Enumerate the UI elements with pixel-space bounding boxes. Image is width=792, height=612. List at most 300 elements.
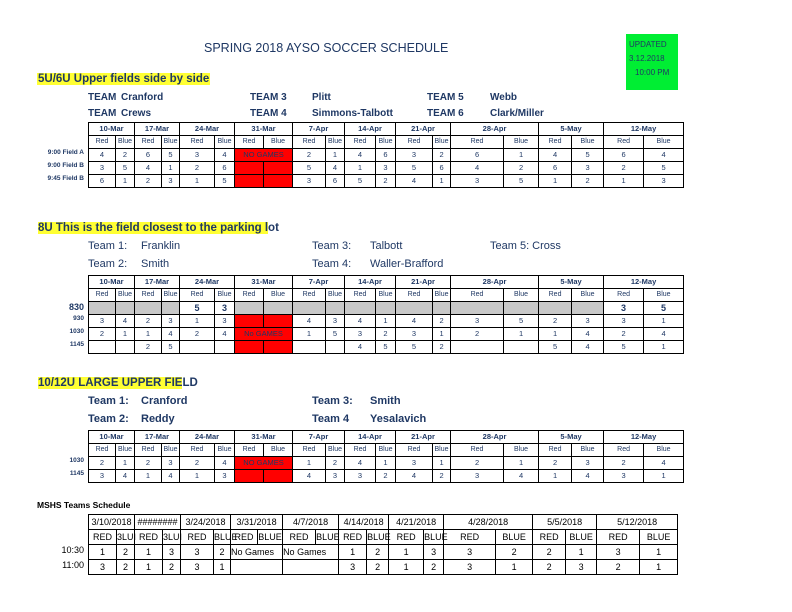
team-color-header: Red [89, 289, 116, 302]
row-time-label: 1030 [69, 327, 84, 335]
team-color-header: Red [396, 136, 433, 149]
score-cell: 1 [604, 175, 644, 188]
score-cell: 6 [135, 149, 162, 162]
team-color-header: Blue [644, 136, 684, 149]
score-cell: 2 [326, 457, 345, 470]
score-cell: 3 [451, 315, 504, 328]
score-cell: 4 [293, 470, 326, 483]
team-color-header: BLUE [566, 530, 597, 545]
score-cell: 4 [116, 470, 135, 483]
team-color-header: RED [231, 530, 258, 545]
score-cell: 2 [367, 560, 389, 575]
section-8u-heading-tail: ot [268, 222, 279, 234]
date-header: 21-Apr [396, 123, 451, 136]
score-cell: 3 [345, 470, 376, 483]
score-cell: 3 [89, 470, 116, 483]
score-cell: 5 [116, 162, 135, 175]
score-cell: 5 [326, 328, 345, 341]
score-cell: 2 [135, 457, 162, 470]
score-cell: 1 [433, 328, 451, 341]
s1-team5-label: TEAM 5 [427, 92, 464, 103]
score-cell: 2 [433, 149, 451, 162]
score-cell: 4 [215, 328, 235, 341]
score-cell: 2 [135, 175, 162, 188]
score-cell: 1 [644, 315, 684, 328]
team-color-header: RED [597, 530, 640, 545]
score-cell: 3 [444, 560, 496, 575]
score-cell [235, 470, 264, 483]
score-cell: 3 [572, 315, 604, 328]
team-color-header: Blue [162, 136, 180, 149]
date-header: 24-Mar [180, 123, 235, 136]
table-row [89, 560, 678, 575]
score-cell [235, 315, 264, 328]
score-cell: 1 [116, 457, 135, 470]
team-color-header: Red [451, 136, 504, 149]
team-color-header: Red [604, 136, 644, 149]
score-cell: 4 [293, 315, 326, 328]
score-cell: 1 [644, 341, 684, 354]
team-color-header: Red [235, 136, 264, 149]
table-row [89, 328, 684, 341]
score-cell: 6 [539, 162, 572, 175]
row-time-label: 830 [68, 301, 84, 312]
team-color-header: Blue [215, 289, 235, 302]
section-1012u-heading-highlight: 10/12U LARGE UPPER FIE [38, 377, 183, 389]
row-time-label: 11:00 [62, 559, 84, 570]
date-header: 4/7/2018 [283, 515, 339, 530]
score-cell: 1 [640, 560, 678, 575]
s2-team2-name: Smith [141, 258, 170, 270]
score-cell: 4 [215, 457, 235, 470]
score-cell: 5 [504, 175, 539, 188]
score-cell: 1 [135, 328, 162, 341]
date-header: 7-Apr [293, 431, 345, 444]
score-cell: 3 [604, 470, 644, 483]
score-cell: 2 [180, 328, 215, 341]
section-8u-heading [37, 222, 280, 234]
score-cell [572, 302, 604, 315]
score-cell: 1 [214, 560, 231, 575]
team-color-header: Red [451, 289, 504, 302]
date-header: 4/14/2018 [339, 515, 389, 530]
score-cell: 1 [135, 545, 163, 560]
s2-team2-label: Team 2: [88, 258, 128, 270]
date-header: 24-Mar [180, 276, 235, 289]
team-color-header: RED [533, 530, 566, 545]
team-color-header: Red [180, 289, 215, 302]
score-cell: 2 [572, 175, 604, 188]
date-header: 21-Apr [396, 431, 451, 444]
score-cell [539, 302, 572, 315]
date-header: ######## [135, 515, 181, 530]
score-cell: 5 [396, 162, 433, 175]
score-cell: 6 [89, 175, 116, 188]
score-cell [293, 341, 326, 354]
score-cell: 3 [396, 457, 433, 470]
score-cell [235, 162, 264, 175]
date-header: 28-Apr [451, 123, 539, 136]
score-cell: 3 [162, 175, 180, 188]
score-cell: 1 [504, 328, 539, 341]
score-cell: 3 [293, 175, 326, 188]
team-color-header: Blue [572, 289, 604, 302]
date-header: 24-Mar [180, 431, 235, 444]
score-cell: 1 [640, 545, 678, 560]
score-cell [89, 302, 116, 315]
team-color-header: Red [345, 136, 376, 149]
date-header: 3/24/2018 [181, 515, 231, 530]
team-color-header: Blue [326, 136, 345, 149]
s3-team1-label: Team 1: [88, 395, 129, 407]
score-cell: 5 [162, 149, 180, 162]
table-row [89, 545, 678, 560]
score-cell: 5 [215, 175, 235, 188]
score-cell: 2 [180, 162, 215, 175]
score-cell: 1 [180, 175, 215, 188]
s3-team3-label: Team 3: [312, 395, 353, 407]
score-cell: 4 [396, 175, 433, 188]
team-color-header: Red [135, 444, 162, 457]
date-header: 5-May [539, 123, 604, 136]
score-cell: 4 [162, 470, 180, 483]
score-cell [235, 175, 264, 188]
score-cell: 4 [572, 328, 604, 341]
score-cell: 3 [215, 470, 235, 483]
date-header: 17-Mar [135, 123, 180, 136]
score-cell: 2 [433, 341, 451, 354]
date-header: 5-May [539, 431, 604, 444]
score-cell: 2 [424, 560, 444, 575]
score-cell: 3 [339, 560, 367, 575]
score-cell: 4 [135, 162, 162, 175]
score-cell: 1 [376, 457, 396, 470]
team-color-header: Blue [162, 289, 180, 302]
score-cell: 3 [451, 470, 504, 483]
s1-team3-name: Plitt [312, 92, 331, 103]
team-color-header: Blue [264, 444, 293, 457]
score-cell: 1 [496, 560, 533, 575]
date-header: 4/21/2018 [389, 515, 444, 530]
page-title: SPRING 2018 AYSO SOCCER SCHEDULE [204, 41, 449, 55]
score-cell: 2 [604, 457, 644, 470]
score-cell: 5 [162, 341, 180, 354]
team-color-header: Blue [116, 444, 135, 457]
date-header: 12-May [604, 431, 684, 444]
score-cell: 1 [116, 175, 135, 188]
team-color-header: Blue [376, 444, 396, 457]
score-cell: 1 [345, 162, 376, 175]
date-header: 14-Apr [345, 123, 396, 136]
s1-team6-name: Clark/Miller [490, 108, 544, 119]
s1-team3-label: TEAM 3 [250, 92, 287, 103]
date-header: 14-Apr [345, 276, 396, 289]
score-cell: 2 [116, 149, 135, 162]
section-1012u-heading-tail: LD [182, 377, 198, 389]
score-cell: 3 [326, 470, 345, 483]
score-cell: 3 [396, 149, 433, 162]
team-color-header: Blue [504, 444, 539, 457]
team-color-header: RED [283, 530, 316, 545]
date-header: 5/5/2018 [533, 515, 597, 530]
date-header: 7-Apr [293, 276, 345, 289]
s3-team3-name: Smith [370, 395, 401, 407]
score-cell: 3 [566, 560, 597, 575]
team-color-header: Red [293, 289, 326, 302]
table-row [89, 470, 684, 483]
date-header: 5/12/2018 [597, 515, 678, 530]
score-cell: 1 [504, 457, 539, 470]
score-cell: 4 [345, 341, 376, 354]
score-cell: 1 [389, 560, 424, 575]
score-cell: 3 [376, 162, 396, 175]
score-cell: 1 [433, 457, 451, 470]
s1-team2-name: Crews [121, 108, 152, 119]
score-cell: 3 [89, 560, 117, 575]
score-cell: 3 [162, 315, 180, 328]
score-cell: 5 [293, 162, 326, 175]
score-cell: 6 [451, 149, 504, 162]
score-cell [162, 302, 180, 315]
score-cell: 1 [89, 545, 117, 560]
team-color-header: Blue [433, 289, 451, 302]
team-color-header: BLUE [496, 530, 533, 545]
team-color-header: Red [180, 136, 215, 149]
score-cell: 3 [572, 457, 604, 470]
team-color-header: Blue [572, 444, 604, 457]
team-color-header: Blue [644, 444, 684, 457]
date-header: 31-Mar [235, 431, 293, 444]
score-cell: 4 [396, 470, 433, 483]
team-color-header: Red [604, 289, 644, 302]
score-cell [326, 302, 345, 315]
score-cell: 6 [215, 162, 235, 175]
team-color-header: RED [339, 530, 367, 545]
score-cell: 5 [539, 341, 572, 354]
row-time-label: 1030 [69, 456, 84, 464]
score-cell: 4 [572, 341, 604, 354]
score-cell: 2 [367, 545, 389, 560]
section-1012u-heading [37, 377, 199, 389]
score-cell: 1 [566, 545, 597, 560]
date-header: 28-Apr [451, 431, 539, 444]
team-color-header: BLUE [640, 530, 678, 545]
score-cell: 2 [180, 457, 215, 470]
team-color-header: Red [345, 444, 376, 457]
score-cell: 1 [162, 162, 180, 175]
team-color-header: Red [539, 136, 572, 149]
score-cell: No Games [231, 545, 258, 560]
score-cell: 5 [345, 175, 376, 188]
score-cell [116, 302, 135, 315]
score-cell: 4 [345, 149, 376, 162]
team-color-header: Blue [215, 444, 235, 457]
score-cell: 1 [180, 315, 215, 328]
score-cell: 1 [293, 328, 326, 341]
score-cell [376, 302, 396, 315]
score-cell: 1 [326, 149, 345, 162]
row-time-label: 9:00 Field A [47, 148, 84, 156]
score-cell: 2 [163, 560, 181, 575]
score-cell: 4 [644, 149, 684, 162]
score-cell [235, 341, 264, 354]
score-cell: 1 [389, 545, 424, 560]
score-cell: 6 [376, 149, 396, 162]
score-cell: 2 [533, 545, 566, 560]
team-color-header: Red [345, 289, 376, 302]
table-row [89, 341, 684, 354]
updated-badge [626, 34, 678, 90]
team-color-header: BLUE [258, 530, 283, 545]
team-color-header: BLUE [367, 530, 389, 545]
s2-team5: Team 5: Cross [490, 240, 561, 252]
score-cell: 2 [89, 457, 116, 470]
date-header: 10-Mar [89, 276, 135, 289]
score-cell: 3 [162, 457, 180, 470]
score-cell: 3 [604, 315, 644, 328]
date-header: 12-May [604, 276, 684, 289]
score-cell [451, 302, 504, 315]
team-color-header: RED [444, 530, 496, 545]
score-cell: 3 [396, 328, 433, 341]
score-cell: 2 [504, 162, 539, 175]
team-color-header: Red [235, 289, 264, 302]
score-cell [116, 341, 135, 354]
score-cell: 3 [163, 545, 181, 560]
score-cell: 2 [604, 162, 644, 175]
team-color-header: Red [293, 444, 326, 457]
date-header: 10-Mar [89, 123, 135, 136]
s1-team5-name: Webb [490, 92, 518, 103]
score-cell: 5 [504, 315, 539, 328]
s1-team6-label: TEAM 6 [427, 108, 464, 119]
score-cell [283, 560, 316, 575]
team-color-header: Red [180, 444, 215, 457]
score-cell: 1 [339, 545, 367, 560]
score-cell: 1 [116, 328, 135, 341]
s2-team1-label: Team 1: [88, 240, 128, 252]
score-cell: 3 [181, 560, 214, 575]
score-cell: 5 [376, 341, 396, 354]
score-cell: 4 [116, 315, 135, 328]
score-cell: 4 [504, 470, 539, 483]
score-cell: 5 [572, 149, 604, 162]
score-cell [504, 302, 539, 315]
team-color-header: Blue [116, 289, 135, 302]
team-color-header: Red [135, 136, 162, 149]
schedule-table-5u6u [88, 122, 684, 188]
s1-team1-name: Cranford [121, 92, 164, 103]
score-cell: 6 [604, 149, 644, 162]
team-color-header: Red [89, 136, 116, 149]
score-cell: 4 [162, 328, 180, 341]
score-cell [433, 302, 451, 315]
score-cell [293, 302, 326, 315]
score-cell [258, 560, 283, 575]
score-cell: 3 [89, 315, 116, 328]
no-games-cell: No GAMES [235, 328, 293, 341]
score-cell: 2 [539, 457, 572, 470]
score-cell: 3 [597, 545, 640, 560]
team-color-header: Blue [504, 136, 539, 149]
s1-team2-label: TEAM [88, 108, 117, 119]
score-cell: 2 [496, 545, 533, 560]
score-cell: 2 [451, 328, 504, 341]
s3-team2-name: Reddy [141, 413, 175, 425]
team-color-header: Blue [433, 136, 451, 149]
score-cell: 3 [326, 315, 345, 328]
team-color-header: Blue [116, 136, 135, 149]
date-header: 12-May [604, 123, 684, 136]
date-header: 21-Apr [396, 276, 451, 289]
score-cell: 2 [597, 560, 640, 575]
team-color-header: Red [396, 289, 433, 302]
score-cell: 2 [117, 560, 135, 575]
table-row [89, 175, 684, 188]
score-cell: 2 [376, 175, 396, 188]
no-games-cell: NO GAMES [235, 457, 293, 470]
team-color-header: Blue [162, 444, 180, 457]
schedule-table-8u [88, 275, 684, 354]
table-row [89, 162, 684, 175]
s3-team4-name: Yesalavich [370, 413, 427, 425]
score-cell: 4 [345, 457, 376, 470]
table-row [89, 315, 684, 328]
score-cell: 1 [539, 328, 572, 341]
team-color-header: Blue [376, 289, 396, 302]
team-color-header: BLUE [316, 530, 339, 545]
date-header: 7-Apr [293, 123, 345, 136]
s3-team2-label: Team 2: [88, 413, 129, 425]
s1-team4-label: TEAM 4 [250, 108, 287, 119]
s3-team1-name: Cranford [141, 395, 188, 407]
team-color-header: Blue [504, 289, 539, 302]
no-games-cell: NO GAMES [235, 149, 293, 162]
s3-team4-label: Team 4 [312, 413, 350, 425]
team-color-header: RED [135, 530, 163, 545]
team-color-header: Red [89, 444, 116, 457]
score-cell: 1 [376, 315, 396, 328]
score-cell [264, 302, 293, 315]
row-time-label: 9:00 Field B [47, 161, 84, 169]
score-cell: 4 [644, 457, 684, 470]
team-color-header: Red [539, 444, 572, 457]
s2-team1-name: Franklin [141, 240, 181, 252]
date-header: 14-Apr [345, 431, 396, 444]
date-header: 10-Mar [89, 431, 135, 444]
updated-time: 10:00 PM [635, 68, 670, 77]
score-cell: 2 [214, 545, 231, 560]
score-cell: 1 [293, 457, 326, 470]
score-cell [180, 341, 215, 354]
team-color-header: BLUE [214, 530, 231, 545]
score-cell: 3 [572, 162, 604, 175]
score-cell: 5 [604, 341, 644, 354]
team-color-header: Red [235, 444, 264, 457]
score-cell: 2 [89, 328, 116, 341]
score-cell [264, 470, 293, 483]
score-cell: 2 [376, 328, 396, 341]
score-cell: 1 [539, 470, 572, 483]
team-color-header: Red [451, 444, 504, 457]
score-cell [264, 315, 293, 328]
score-cell: 3 [604, 302, 644, 315]
score-cell: 3 [215, 315, 235, 328]
score-cell: 2 [135, 341, 162, 354]
score-cell [264, 341, 293, 354]
score-cell: 4 [572, 470, 604, 483]
date-header: 5-May [539, 276, 604, 289]
